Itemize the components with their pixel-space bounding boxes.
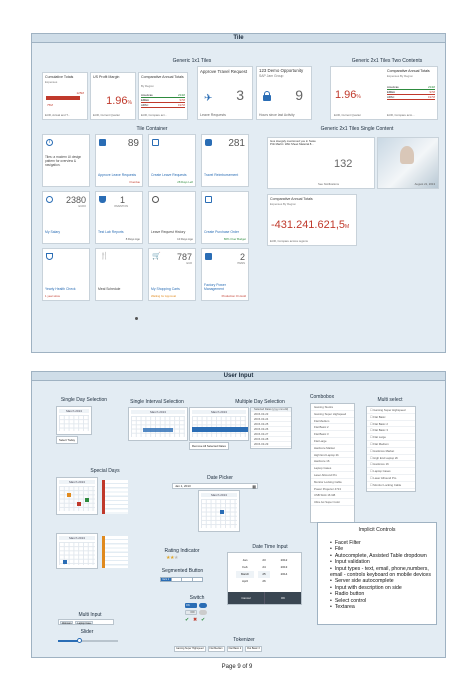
tile-count: 281 xyxy=(228,138,245,149)
dt-column-year[interactable]: 2012 2013 2014 xyxy=(280,558,288,576)
page-indicator[interactable] xyxy=(135,317,138,320)
special-days-legend xyxy=(102,480,128,514)
selected-range xyxy=(143,428,173,432)
flask-icon xyxy=(99,196,106,203)
calendar-header: March 2013 xyxy=(59,409,89,413)
multiple-day-label: Multiple Day Selection xyxy=(235,399,285,405)
combobox-item[interactable]: High End Laptop 2b xyxy=(311,452,354,459)
calendar-grid[interactable] xyxy=(59,486,95,511)
tile-2x1-two-contents[interactable] xyxy=(330,66,438,120)
tile-count: 9 xyxy=(295,87,303,103)
container-tile[interactable] xyxy=(42,248,90,301)
combobox-item[interactable]: Gaming Super Highspeed xyxy=(311,411,354,418)
tile-text: Travel Reimbursement xyxy=(204,173,239,177)
tile-footer: 80% Over Budget xyxy=(223,237,246,241)
tile-footer: Hours since last Activity xyxy=(259,113,295,117)
token[interactable]: Flat Basic 3 xyxy=(247,647,260,650)
implicit-control-item: • Input validation xyxy=(330,559,432,565)
tile-footer: EUR, Compare across regions xyxy=(270,239,308,243)
switch-off[interactable]: OFF xyxy=(185,610,197,615)
multi-select-item[interactable]: ☐ Flat Basic 3 xyxy=(367,427,415,434)
generic-2x1-single-label: Generic 2x1 Tiles Single Content xyxy=(320,126,394,132)
stethoscope-icon xyxy=(46,253,53,260)
tile-count: 3 xyxy=(236,87,244,103)
multi-select-item[interactable]: ☐ Flat Large xyxy=(367,434,415,441)
kpi-value: 1.96% xyxy=(106,95,132,107)
tile-text: Leave Request History xyxy=(151,230,186,234)
tile-footer: 28 Days Left xyxy=(177,180,193,184)
checkbox-icon: ☐ xyxy=(370,475,374,480)
news-photo xyxy=(400,146,414,164)
dt-button-bar xyxy=(228,592,301,604)
calendar-single-day[interactable] xyxy=(56,406,92,435)
single-day-label: Single Day Selection xyxy=(60,397,108,403)
combobox-item[interactable]: Ultra Jet Super Color xyxy=(311,499,354,506)
checkbox-icon: ☐ xyxy=(370,408,374,412)
checkbox-icon: ☐ xyxy=(370,441,374,446)
factory-icon xyxy=(205,253,212,260)
tile-count: 2 xyxy=(239,252,245,262)
info-icon: i xyxy=(46,139,53,146)
combobox-item[interactable]: Laser Allround Pro xyxy=(311,472,354,479)
tile-cumulative-totals[interactable] xyxy=(42,72,88,120)
tile-text: Yearly Health Check xyxy=(45,287,76,291)
container-tile[interactable] xyxy=(201,248,249,301)
person-icon xyxy=(46,196,53,203)
checkbox-icon: ☐ xyxy=(370,482,374,487)
container-tile[interactable] xyxy=(148,134,196,187)
calendar-special-days[interactable] xyxy=(56,477,98,515)
segmented-button[interactable] xyxy=(160,577,203,582)
tile-panel-title: Tile xyxy=(32,34,445,43)
combobox-item[interactable]: Monitor Locking Cable xyxy=(311,479,354,486)
tile-text: Tiles: a modern UI design pattern for overview & navigation. xyxy=(45,155,82,167)
tile-unit: EURO xyxy=(78,205,86,208)
tile-subtitle: Expenses By Region xyxy=(387,74,413,78)
meal-icon: 🍴 xyxy=(100,253,109,260)
combobox-item[interactable]: Flat Large xyxy=(311,438,354,445)
user-input-title: User Input xyxy=(32,372,445,381)
checkbox-icon: ☐ xyxy=(370,455,374,460)
tile-unit: INVENTION xyxy=(114,205,129,208)
tile-text: Approve Leave Requests xyxy=(98,173,137,177)
tile-footer: Production On Hold xyxy=(221,294,246,298)
calendar-single-interval[interactable] xyxy=(128,407,188,441)
container-tile[interactable] xyxy=(148,248,196,301)
tile-text: Create Leave Requests xyxy=(151,173,187,177)
selected-week xyxy=(192,427,248,432)
slider-fill xyxy=(58,640,78,642)
implicit-control-item: • Radio button xyxy=(330,591,432,597)
tile-text: Create Purchase Order xyxy=(204,230,240,234)
date-time-label: Date Time Input xyxy=(252,544,288,550)
implicit-control-item: • Autocomplete, Assisted Table dropdown xyxy=(330,553,432,559)
segment-2[interactable] xyxy=(171,578,182,581)
container-tile[interactable] xyxy=(42,134,90,187)
tile-footer: 10 Days Ago xyxy=(177,237,193,241)
tile-footer: Overdue xyxy=(129,180,140,184)
token[interactable]: Laptop Case xyxy=(77,621,91,625)
tokenizer-label: Tokenizer xyxy=(233,637,255,643)
tile-title: Comparative Annual Totals xyxy=(141,75,184,79)
tile-footer: EUR, Current Quarter xyxy=(93,113,121,117)
implicit-controls-list xyxy=(330,540,432,610)
combobox-item[interactable]: Laptop Cases xyxy=(311,465,354,472)
calendar-grid[interactable] xyxy=(201,499,237,528)
region-row: APAC 197M xyxy=(387,95,435,99)
tile-title: Cumulative Totals xyxy=(45,75,74,79)
container-tile[interactable] xyxy=(95,191,143,244)
history-icon xyxy=(152,196,159,203)
rating-label: Rating Indicator xyxy=(164,548,200,554)
rating-indicator[interactable]: ★★★ xyxy=(166,555,178,561)
checkbox-icon: ☐ xyxy=(370,414,374,419)
tile-title: Comparative Annual Totals xyxy=(270,197,313,201)
tile-unit: EUR xyxy=(186,262,192,265)
multi-select-item[interactable]: ☐ Gaming Super Highspeed xyxy=(367,407,415,414)
combobox-item[interactable]: USB Stick 16 GB xyxy=(311,492,354,499)
calendar-special-days-2[interactable] xyxy=(56,533,98,569)
feed-footer: See Notifications xyxy=(318,182,339,186)
bar-value-label: 125M xyxy=(76,91,84,95)
tile-title: Comparative Annual Totals xyxy=(387,69,430,73)
tile-approve-travel[interactable] xyxy=(197,66,253,120)
implicit-control-item: • File xyxy=(330,546,432,552)
combobox-item[interactable]: Flat Medium xyxy=(311,418,354,425)
page-footer: Page 9 of 9 xyxy=(221,664,253,670)
tile-subtitle: Expenses xyxy=(45,80,58,84)
tile-feed-news[interactable] xyxy=(267,137,375,189)
special-day-marker xyxy=(77,502,81,506)
tile-subtitle: SAP Jam Group xyxy=(259,74,284,78)
calendar-grid[interactable] xyxy=(59,415,89,431)
tile-footer: EUR, Current Quarter xyxy=(334,113,362,117)
multi-select-item[interactable]: ☐ Monitor Locking Cable xyxy=(367,482,415,489)
close-icon[interactable]: ✖ xyxy=(193,617,198,623)
tile-us-profit-margin[interactable] xyxy=(90,72,136,120)
multi-input[interactable] xyxy=(58,619,114,625)
multi-select-list[interactable] xyxy=(366,406,416,492)
news-date: August 21, 2013 xyxy=(414,182,435,186)
multi-select-item[interactable]: ☐ Flat Basic xyxy=(367,414,415,421)
tile-text: My Salary xyxy=(45,230,61,234)
dt-column-day[interactable]: 23 24 25 26 xyxy=(258,557,270,585)
selected-date: 2015-03-25 xyxy=(251,422,291,427)
remove-all-button[interactable]: Remove All Selected Dates xyxy=(189,442,229,450)
tile-panel xyxy=(31,33,446,353)
calendar-header: March 2013 xyxy=(201,493,237,497)
selected-day xyxy=(220,510,224,514)
feed-count: 132 xyxy=(334,158,353,170)
cancel-button[interactable]: Cancel xyxy=(228,592,265,604)
check-icon-2[interactable]: ✔ xyxy=(201,617,206,623)
combobox-item[interactable]: Gaming Stocks xyxy=(311,404,354,411)
tile-unit: ITEMS xyxy=(237,262,245,265)
calendar-grid[interactable] xyxy=(131,416,185,437)
special-days-legend-2 xyxy=(102,536,128,568)
region-row: Americas 234M xyxy=(387,85,435,89)
ok-button[interactable]: OK xyxy=(280,596,286,600)
date-time-picker[interactable] xyxy=(227,552,302,605)
tile-count: 787 xyxy=(176,252,192,262)
calendar-header: March 2013 xyxy=(131,410,185,414)
switch-on[interactable]: ON xyxy=(185,603,197,608)
special-day-marker xyxy=(67,493,71,497)
region-row: APAC 197M xyxy=(141,103,185,107)
checkbox-icon: ☐ xyxy=(370,435,374,440)
airplane-icon: ✈ xyxy=(204,93,213,104)
multi-select-label: Multi select xyxy=(377,397,403,403)
combobox-item[interactable]: Power Projector 4713 xyxy=(311,486,354,493)
token[interactable]: Webcam xyxy=(62,621,72,625)
tile-footer-2: EUR, Compare acro... xyxy=(387,113,415,117)
multi-select-item[interactable]: ☐ Laptop Cases xyxy=(367,468,415,475)
checkbox-icon: ☐ xyxy=(370,428,374,433)
slider-handle[interactable] xyxy=(77,638,82,643)
selected-date: 2015-03-26 xyxy=(251,427,291,432)
tile-count: 1 xyxy=(120,195,126,205)
combobox-item[interactable]: Flat Basic 2 xyxy=(311,424,354,431)
segment-1[interactable]: Item 1 xyxy=(162,578,170,581)
container-tile[interactable] xyxy=(201,191,249,244)
tile-container-label: Tile Container xyxy=(136,126,168,132)
kpi-value: -431.241.621,5M xyxy=(271,219,350,231)
combobox-item[interactable]: Flat Basic 3 xyxy=(311,431,354,438)
switch-off-2[interactable] xyxy=(199,610,207,615)
bar-value-label-2: 75M xyxy=(47,103,53,107)
combobox-item[interactable]: Hardcore Market xyxy=(311,445,354,452)
lock-icon xyxy=(263,91,271,100)
container-tile[interactable] xyxy=(95,134,143,187)
implicit-control-item: • Input with description on side xyxy=(330,585,432,591)
special-day-marker xyxy=(63,560,67,564)
implicit-control-item: • Facet Filter xyxy=(330,540,432,546)
checkbox-icon: ☐ xyxy=(370,462,374,467)
tile-title: Approve Travel Request xyxy=(200,69,248,74)
combobox-item[interactable]: Hardcore 16 xyxy=(311,458,354,465)
multi-select-item[interactable]: ☐ Hardcore 16 xyxy=(367,461,415,468)
tile-subtitle: By Region xyxy=(141,84,154,88)
implicit-control-item: • Textarea xyxy=(330,604,432,610)
multi-select-item[interactable]: ☐ Hardcore Market xyxy=(367,448,415,455)
shopping-cart-icon: 🛒 xyxy=(152,253,161,260)
token[interactable]: Gaming Super Highspeed xyxy=(176,647,204,650)
region-row: EMEA 97M xyxy=(141,98,185,102)
user-input-panel xyxy=(31,371,446,658)
cart-icon xyxy=(205,196,212,203)
tile-comparative-annual-totals[interactable] xyxy=(138,72,188,120)
combobox-list[interactable] xyxy=(310,403,355,523)
slider-track[interactable] xyxy=(58,640,118,642)
calendar-header: March 2013 xyxy=(59,536,95,540)
tile-text: Test Lab Reports xyxy=(98,230,124,234)
generic-1x1-label: Generic 1x1 Tiles xyxy=(172,58,212,64)
tile-2x1-single[interactable] xyxy=(267,194,357,246)
tile-demo-opportunity[interactable] xyxy=(256,66,312,120)
segmented-label: Segmented Button xyxy=(161,568,204,574)
switch-on-2[interactable] xyxy=(199,603,207,608)
tile-text: My Shopping Carts xyxy=(151,287,180,291)
tile-footer: 8 Days Ago xyxy=(125,237,140,241)
region-row: Americas 234M xyxy=(141,93,185,97)
selected-date: 2015-03-28 xyxy=(251,437,291,442)
implicit-control-item: • Select control xyxy=(330,598,432,604)
slider-label: Slider xyxy=(80,629,94,635)
implicit-controls-box xyxy=(317,522,437,625)
kpi-value: 1.96% xyxy=(335,89,361,101)
tile-count: 89 xyxy=(127,138,139,149)
select-today-button[interactable]: Select Today xyxy=(56,436,78,444)
multi-select-item[interactable]: ☐ Flat Medium xyxy=(367,441,415,448)
calendar-multiple-day[interactable] xyxy=(189,407,249,441)
calendar-header: March 2013 xyxy=(59,480,95,484)
segment-3[interactable] xyxy=(181,578,192,581)
feed-text: Gus Hoogsly mentioned you in Susie Priti Martin: Wiki Sheet Material 8... xyxy=(270,139,316,147)
selected-date: 2015-03-23 xyxy=(251,412,291,417)
tile-footer: Leave Requests xyxy=(200,113,226,117)
multi-select-item[interactable]: ☐ High End Laptop 2b xyxy=(367,455,415,462)
special-day-marker xyxy=(85,498,89,502)
suitcase-icon xyxy=(205,139,212,146)
date-picker-calendar[interactable] xyxy=(198,490,240,532)
tile-footer: EUR, Actual and T... xyxy=(45,113,70,117)
selected-dates-list xyxy=(250,407,292,449)
tokenizer[interactable] xyxy=(174,646,304,652)
single-interval-label: Single Interval Selection xyxy=(130,399,184,405)
switch-group xyxy=(185,603,215,627)
check-icon[interactable]: ✔ xyxy=(185,617,190,623)
container-tile[interactable] xyxy=(148,191,196,244)
tile-news-image[interactable] xyxy=(377,137,439,189)
inbox-icon xyxy=(99,139,106,146)
selected-date: 2015-03-24 xyxy=(251,417,291,422)
tile-footer: EUR, Compare acr... xyxy=(141,113,167,117)
multi-select-item[interactable]: ☐ Laser Allround Pro xyxy=(367,475,415,482)
container-tile[interactable] xyxy=(95,248,143,301)
switch-label: Switch xyxy=(189,595,205,601)
token[interactable]: Flat Basic 2 xyxy=(228,647,242,650)
container-tile[interactable] xyxy=(201,134,249,187)
selected-date: 2015-03-27 xyxy=(251,432,291,437)
implicit-control-item: • Input types - text, email, phone,numbers, email - controls keyboard on mobile devices xyxy=(330,566,432,579)
bar-red xyxy=(46,96,80,100)
implicit-control-item: • Server side autocomplete xyxy=(330,578,432,584)
dt-column-month[interactable]: Jan Feb March April xyxy=(236,557,254,585)
token[interactable]: Flat Medium xyxy=(209,647,223,650)
generic-2x1-two-label: Generic 2x1 Tiles Two Contents xyxy=(351,58,423,64)
segment-4[interactable] xyxy=(192,578,203,581)
region-row: EMEA 97M xyxy=(387,90,435,94)
tile-text: Factory Power Management xyxy=(204,283,226,291)
tile-footer: 1 year since xyxy=(45,294,61,298)
checkbox-icon: ☐ xyxy=(370,469,374,474)
combobox-label: Combobox xyxy=(309,394,335,400)
selected-date: 2015-03-29 xyxy=(251,442,291,447)
date-picker-label: Date Picker xyxy=(207,475,233,481)
multi-select-item[interactable]: ☐ Flat Basic 2 xyxy=(367,421,415,428)
leave-icon xyxy=(152,139,159,146)
checkbox-icon: ☐ xyxy=(370,421,374,426)
tile-container xyxy=(42,134,252,304)
calendar-icon[interactable]: ▦ xyxy=(252,484,256,489)
tile-text: Meal Schedule xyxy=(98,287,121,291)
tile-title: 123 Demo Opportunity xyxy=(259,68,304,73)
checkbox-icon: ☐ xyxy=(370,448,374,453)
container-tile[interactable] xyxy=(42,191,90,244)
special-days-label: Special Days xyxy=(90,468,120,474)
implicit-controls-title: Implicit Controls xyxy=(358,527,396,533)
calendar-header: March 2013 xyxy=(192,410,246,414)
tile-footer: Waiting for Approval xyxy=(151,294,176,298)
tile-count: 2380 xyxy=(65,195,86,205)
selected-dates-header: Selected Dates (yyyy-mm-dd) xyxy=(251,408,291,412)
date-picker-input[interactable]: Jan 1, 2013 ▦ xyxy=(172,483,258,489)
multi-input-label: Multi Input xyxy=(78,612,102,618)
tile-subtitle: Expenses By Region xyxy=(270,202,296,206)
tile-title: US Profit Margin xyxy=(93,75,120,79)
